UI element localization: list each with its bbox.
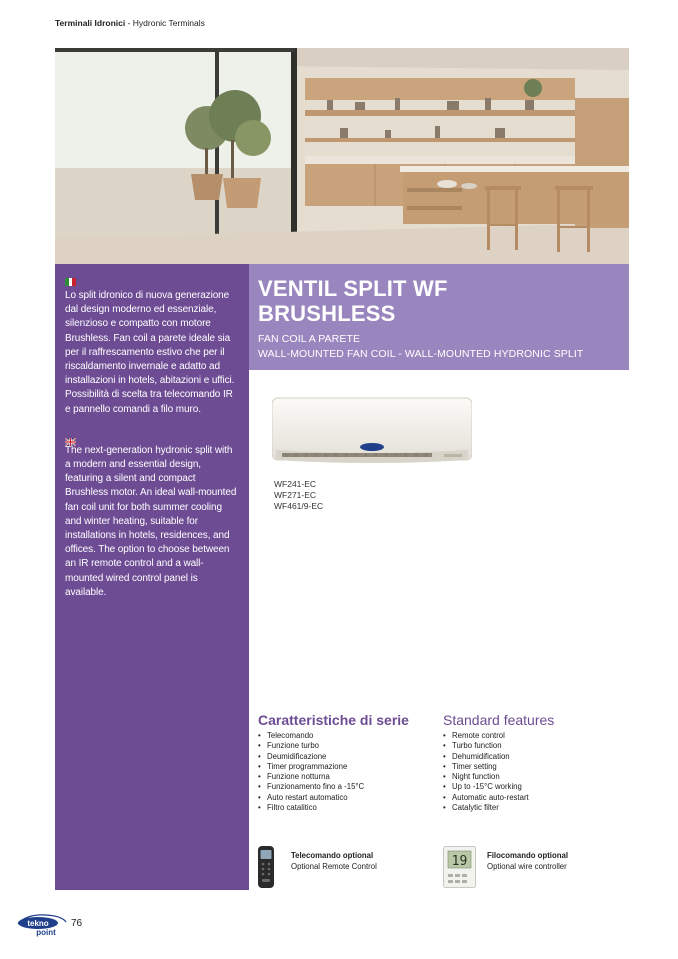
product-title-line1: VENTIL SPLIT WF: [258, 276, 448, 301]
feature-item: • Auto restart automatico: [258, 793, 364, 803]
feature-item: • Timer setting: [443, 762, 529, 772]
panel-accessory-text: [487, 850, 568, 872]
page-header: [55, 18, 205, 28]
features-title-en: Standard features: [443, 712, 555, 728]
feature-item: • Night function: [443, 772, 529, 782]
features-list-en: [443, 731, 529, 813]
model-list: [274, 479, 323, 512]
logo-text-top: tekno: [27, 919, 49, 928]
remote-accessory-text: [291, 850, 377, 872]
wired-controller-icon: [443, 846, 476, 888]
product-subtitle: [258, 332, 629, 362]
feature-item: • Timer programmazione: [258, 762, 364, 772]
teknopoint-logo: [16, 912, 68, 938]
fan-coil-unit-image: [272, 396, 472, 470]
panel-accessory-title: Filocomando optional: [487, 851, 568, 860]
product-subtitle-en: WALL-MOUNTED FAN COIL - WALL-MOUNTED HYDRONIC SPLIT: [258, 348, 584, 360]
feature-item: • Dehumidification: [443, 752, 529, 762]
remote-control-icon: [257, 845, 275, 889]
features-list-it: [258, 731, 364, 813]
feature-item: • Turbo function: [443, 741, 529, 751]
feature-item: • Filtro catalitico: [258, 803, 364, 813]
logo-text-bottom: point: [36, 928, 56, 937]
remote-accessory-title: Telecomando optional: [291, 851, 374, 860]
controller-display-value: 19: [451, 854, 468, 869]
panel-accessory-subtitle: Optional wire controller: [487, 862, 567, 871]
feature-item: • Funzionamento fino a -15°C: [258, 782, 364, 792]
feature-item: • Remote control: [443, 731, 529, 741]
product-subtitle-it: FAN COIL A PARETE: [258, 333, 361, 345]
description-english: The next-generation hydronic split with a modern and essential design, featuring a silent and compact Brushless motor. An ideal wall-mounted fan coil unit for both summer cooling and winter heating, suitable for installations in hotels, residences, and offices. The option to choose between an IR remote control and a wall-mounted wired control panel is available.: [65, 444, 237, 598]
product-title: [258, 276, 629, 326]
feature-item: • Funzione notturna: [258, 772, 364, 782]
feature-item: • Telecomando: [258, 731, 364, 741]
page-number: 76: [71, 918, 83, 929]
hero-kitchen-image: [55, 48, 629, 264]
model-item: WF271-EC: [274, 490, 317, 500]
feature-item: • Catalytic filter: [443, 803, 529, 813]
header-section-title: Terminali Idronici: [55, 18, 126, 28]
italian-flag-icon: [65, 278, 76, 286]
model-item: WF241-EC: [274, 479, 317, 489]
uk-flag-icon: [65, 433, 76, 441]
feature-item: • Up to -15°C working: [443, 782, 529, 792]
model-item: WF461/9-EC: [274, 501, 324, 511]
features-title-it: Caratteristiche di serie: [258, 712, 409, 728]
remote-accessory-subtitle: Optional Remote Control: [291, 862, 377, 871]
product-title-band: [249, 264, 629, 370]
feature-item: • Deumidificazione: [258, 752, 364, 762]
feature-item: • Automatic auto-restart: [443, 793, 529, 803]
header-section-subtitle: - Hydronic Terminals: [125, 18, 205, 28]
description-column: [55, 264, 249, 890]
product-title-line2: BRUSHLESS: [258, 301, 396, 326]
feature-item: • Funzione turbo: [258, 741, 364, 751]
description-italian: Lo split idronico di nuova generazione dal design moderno ed essenziale, silenzioso e compatto con motore Brushless. Fan coil a parete ideale sia per il raffrescamento estivo che per il riscaldamento invernale e adatto ad installazioni in hotels, abitazioni e uffici. Possibilità di scelta tra telecomando IR e pannello comandi a filo muro.: [65, 290, 235, 415]
